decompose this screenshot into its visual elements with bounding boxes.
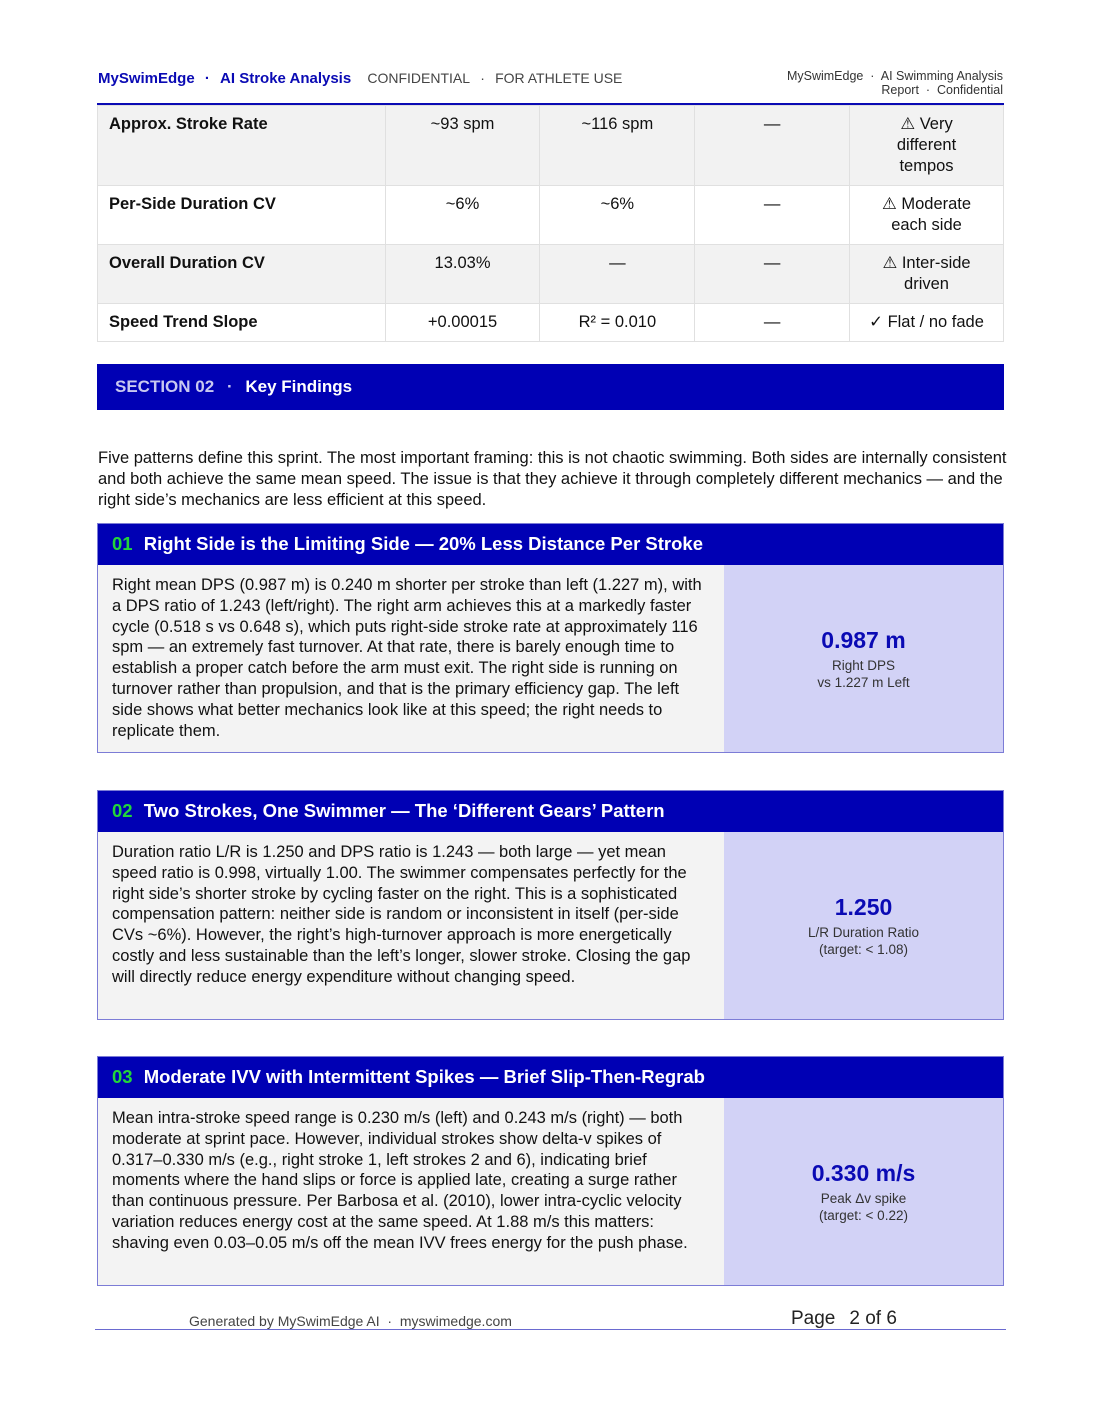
finding-title: Moderate IVV with Intermittent Spikes — Brief Slip-Then-Regrab — [143, 1066, 705, 1087]
page-label: Page — [791, 1308, 836, 1329]
metric-status: ⚠ Very different tempos — [850, 106, 1004, 186]
metric-target-value: — — [695, 304, 850, 342]
metric-label: Approx. Stroke Rate — [98, 106, 386, 186]
metric-left-value: ~93 spm — [385, 106, 540, 186]
finding-stat-label: L/R Duration Ratio — [807, 924, 920, 940]
section-intro: Five patterns define this sprint. The most important framing: this is not chaotic swimming. Both sides are internally consistent and both achieve the same mean speed. The issue is that they achieve it through completely different mechanics — and the right side’s mechanics are less efficient at this speed. — [98, 449, 1007, 509]
finding-number: 03 — [112, 1066, 133, 1087]
finding-header — [98, 791, 1003, 832]
finding-stat-label: Right DPS — [831, 657, 896, 673]
footer-generated-by: Generated by MySwimEdge AI · myswimedge.com — [189, 1313, 512, 1329]
finding-description: Duration ratio L/R is 1.250 and DPS ratio is 1.243 — both large — yet mean speed ratio is 0.998, virtually 1.00. The swimmer compensates perfectly for the right side’s shorter stroke by cycling faster on the right. This is a sophisticated compensation pattern: neither side is random or inconsistent in itself (per-side CVs ~6%). However, the right’s high-turnover approach is more energetically costly and less sustainable than the left’s longer, slower stroke. Closing the gap will directly reduce energy expenditure without changing speed. — [98, 832, 724, 1019]
finding-body — [98, 565, 1003, 752]
section-number: SECTION 02 — [115, 377, 215, 396]
finding-stat-panel — [724, 1098, 1003, 1285]
footer-page-indicator — [791, 1308, 897, 1330]
finding-stat-value: 0.987 m — [821, 626, 906, 653]
metric-label: Per-Side Duration CV — [98, 186, 386, 245]
finding-stat-subtext: vs 1.227 m Left — [817, 674, 910, 690]
table-row — [98, 186, 1004, 245]
header-meta-line-1: MySwimEdge · AI Swimming Analysis — [786, 69, 1003, 83]
finding-body — [98, 832, 1003, 1019]
report-header-meta — [787, 69, 1003, 97]
metric-target-value: — — [695, 245, 850, 304]
metric-label: Speed Trend Slope — [98, 304, 386, 342]
report-header-brand — [98, 70, 622, 87]
metric-right-value: — — [540, 245, 695, 304]
finding-header — [98, 1057, 1003, 1098]
finding-stat-value: 1.250 — [834, 893, 893, 920]
finding-description: Mean intra-stroke speed range is 0.230 m/s (left) and 0.243 m/s (right) — both moderate at sprint pace. However, individual strokes show delta-v spikes of 0.317–0.330 m/s (e.g., right stroke 1, left strokes 2 and 6), indicating brief moments where the hand slips or force is applied late, creating a surge rather than continuous pressure. Per Barbosa et al. (2010), lower intra-cyclic velocity variation reduces energy cost at the same speed. At 1.88 m/s this matters: shaving even 0.03–0.05 m/s off the mean IVV frees energy for the push phase. — [98, 1098, 724, 1285]
brand-name: MySwimEdge — [98, 70, 195, 87]
metric-left-value: +0.00015 — [385, 304, 540, 342]
finding-title: Two Strokes, One Swimmer — The ‘Different Gears’ Pattern — [143, 800, 665, 821]
metric-label: Overall Duration CV — [98, 245, 386, 304]
athlete-use-label: FOR ATHLETE USE — [495, 70, 623, 86]
confidential-separator: · — [480, 70, 485, 86]
finding-header — [98, 524, 1003, 565]
metric-target-value: — — [695, 106, 850, 186]
confidential-label: CONFIDENTIAL — [367, 70, 471, 86]
finding-card-01 — [97, 523, 1004, 753]
metric-target-value: — — [695, 186, 850, 245]
footer-divider — [95, 1329, 1006, 1330]
header-meta-line-2: Report · Confidential — [881, 83, 1003, 97]
finding-stat-panel — [724, 565, 1003, 752]
product-name: AI Stroke Analysis — [220, 70, 352, 87]
section-separator: · — [226, 377, 233, 396]
finding-stat-subtext: (target: < 1.08) — [819, 941, 908, 957]
metric-right-value: ~6% — [540, 186, 695, 245]
finding-title: Right Side is the Limiting Side — 20% Less Distance Per Stroke — [143, 533, 703, 554]
brand-separator: · — [204, 70, 210, 87]
page-number: 2 of 6 — [849, 1308, 897, 1329]
metric-right-value: R² = 0.010 — [540, 304, 695, 342]
finding-stat-label: Peak Δv spike — [820, 1190, 907, 1206]
finding-number: 01 — [112, 533, 133, 554]
metric-status: ⚠ Inter-side driven — [850, 245, 1004, 304]
metric-left-value: 13.03% — [385, 245, 540, 304]
finding-stat-panel — [724, 832, 1003, 1019]
section-title: Key Findings — [245, 377, 353, 396]
metric-status: ⚠ Moderate each side — [850, 186, 1004, 245]
finding-description: Right mean DPS (0.987 m) is 0.240 m shorter per stroke than left (1.227 m), with a DPS ratio of 1.243 (left/right). The right arm achieves this at a markedly faster cycle (0.518 s vs 0.648 s), which puts right-side stroke rate at approximately 116 spm — an extremely fast turnover. At that rate, there is barely enough time to establish a proper catch before the arm must exit. The right side is running on turnover rather than propulsion, and that is the primary efficiency gap. The left side shows what better mechanics look like at this speed; the right needs to replicate them. — [98, 565, 724, 752]
section-heading — [97, 364, 1004, 410]
finding-stat-value: 0.330 m/s — [811, 1159, 916, 1186]
metric-left-value: ~6% — [385, 186, 540, 245]
metric-right-value: ~116 spm — [540, 106, 695, 186]
table-row — [98, 304, 1004, 342]
table-row — [98, 245, 1004, 304]
finding-stat-subtext: (target: < 0.22) — [819, 1207, 908, 1223]
finding-card-02 — [97, 790, 1004, 1020]
table-row — [98, 106, 1004, 186]
metrics-table — [97, 105, 1004, 342]
finding-card-03 — [97, 1056, 1004, 1286]
finding-body — [98, 1098, 1003, 1285]
metric-status: ✓ Flat / no fade — [850, 304, 1004, 342]
finding-number: 02 — [112, 800, 133, 821]
